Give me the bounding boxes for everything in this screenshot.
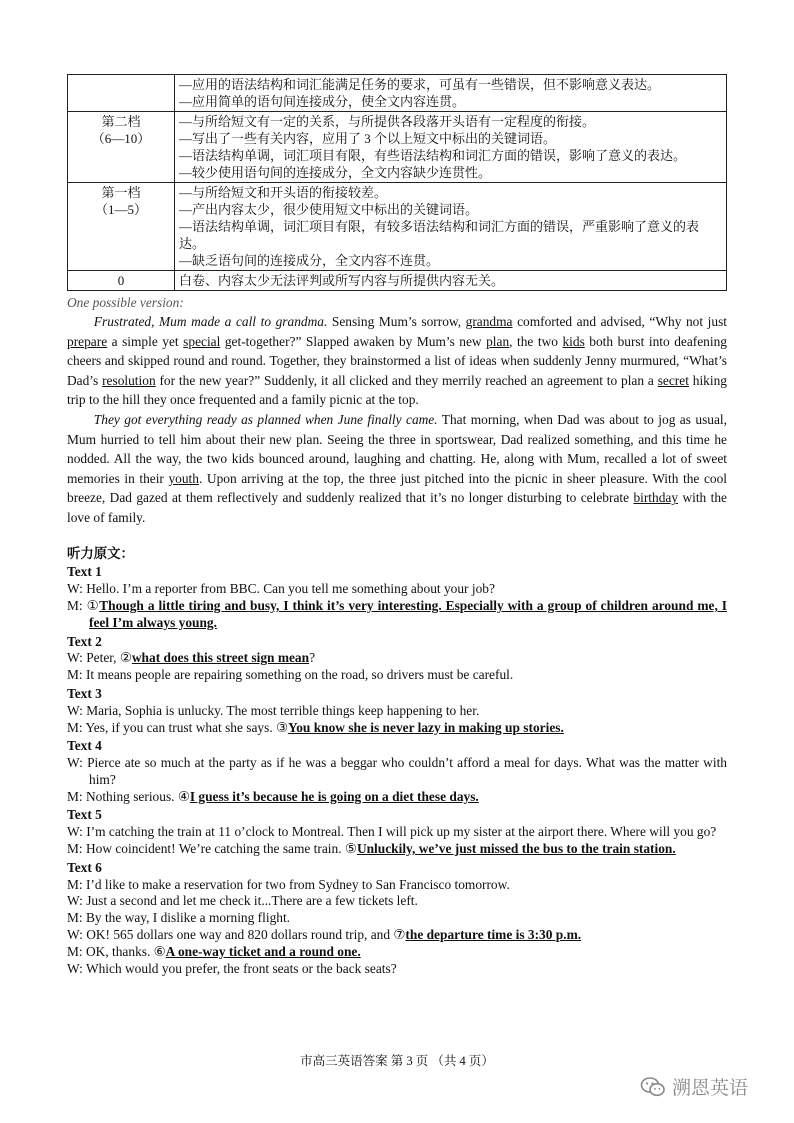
rubric-line: —与所给短文和开头语的衔接较差。 (179, 185, 388, 200)
answer-text: Unluckily, we’ve just missed the bus to the train station. (356, 841, 676, 857)
rubric-row-band-2 (68, 112, 727, 183)
essay-text: comforted and advised, “Why not just (512, 314, 727, 329)
key-word: secret (657, 372, 689, 388)
rubric-band-cell (68, 183, 175, 271)
rubric-row-band-0 (68, 271, 727, 291)
dialogue-line (67, 944, 727, 961)
text-3-label: Text 3 (67, 685, 102, 701)
rubric-line: —语法结构单调，词汇项目有限，有较多语法结构和词汇方面的错误，严重影响了意义的表达。 (179, 219, 700, 251)
dialogue-line (67, 650, 727, 667)
speaker: M: OK, thanks. ⑥ (67, 943, 166, 959)
answer-text: I guess it’s because he is going on a diet these days. (189, 788, 479, 804)
rubric-band-cell (68, 112, 175, 183)
dialogue-line: W: Pierce ate so much at the party as if he was a beggar who couldn’t afford a meal for days. What was the matter with him? (67, 755, 727, 787)
answer-text: Though a little tiring and busy, I think it’s very interesting. Especially with a group of children around me, I feel I’m always young. (89, 597, 727, 630)
rubric-line: —与所给短文有一定的关系，与所提供各段落开头语有一定程度的衔接。 (179, 114, 596, 129)
band-range: （6—10） (91, 131, 151, 146)
scoring-rubric-table (67, 74, 727, 291)
dialogue-line (67, 720, 727, 737)
given-opening: They got everything ready as planned when June finally came. (93, 411, 438, 427)
rubric-band-cell (68, 271, 175, 291)
essay-text: That morning, when Dad was about to jog as usual, Mum hurried to tell him about their new plan. Seeing the three in sportswear, Dad realized something, and this time he nodded. All the way, the two kids bounced around, laughing and chatting. He, along with Mum, recalled a lot of sweet memories in their (67, 411, 727, 486)
essay-paragraph-2 (67, 410, 727, 528)
dialogue-line: W: Hello. I’m a reporter from BBC. Can you tell me something about your job? (67, 581, 495, 597)
text-1-label: Text 1 (67, 564, 102, 580)
speaker: W: Peter, ② (67, 650, 132, 666)
speaker: W: OK! 565 dollars one way and 820 dollars round trip, and ⑦ (67, 927, 406, 943)
punctuation: ? (309, 650, 316, 666)
speaker: M: How coincident! We’re catching the same train. ⑤ (67, 841, 357, 857)
key-word: plan (486, 333, 510, 349)
rubric-line: —语法结构单调，词汇项目有限，有些语法结构和词汇方面的错误，影响了意义的表达。 (179, 148, 687, 163)
essay-text: . Upon arriving at the top, the three just pitched into the picnic in sheer pleasure. With the cool breeze, Dad gazed at them reflectively and suddenly realized that it’s no longer disturbing to celebrate (67, 470, 727, 506)
answer-text: You know she is never lazy in making up stories. (288, 719, 564, 735)
rubric-desc-cell (175, 112, 727, 183)
essay-text: both burst into deafening cheers and skipped round and round. Together, they brainstormed a list of ideas when suddenly Jenny murmured, “What’s Dad’s (67, 333, 727, 388)
essay-text: with the love of family. (67, 490, 727, 525)
rubric-band-cell (68, 75, 175, 112)
rubric-row-band-1 (68, 183, 727, 271)
listening-title: 听力原文： (67, 545, 134, 561)
essay-text: a simple yet (107, 333, 184, 349)
speaker: M: (67, 597, 87, 613)
speaker: M: Nothing serious. ④ (67, 788, 190, 804)
text-4-label: Text 4 (67, 738, 102, 754)
essay-text: get-together?” Slapped awaken by Mum’s new (220, 333, 487, 349)
rubric-row-upper-band (68, 75, 727, 112)
essay-text: hiking trip to the hill they once frequented and a family picnic at the top. (67, 372, 727, 408)
rubric-line: —应用简单的语句间连接成分，使全文内容连贯。 (179, 94, 466, 109)
rubric-line: —产出内容太少，很少使用短文中标出的关键词语。 (179, 202, 479, 217)
band-name: 0 (117, 273, 125, 288)
text-6-label: Text 6 (67, 859, 102, 875)
essay-text: for the new year?” Suddenly, it all clicked and they merrily reached an agreement to plan a (155, 372, 658, 388)
essay-text: , the two (509, 333, 563, 349)
band-name: 第一档 (101, 185, 141, 200)
dialogue-line: M: I’d like to make a reservation for two from Sydney to San Francisco tomorrow. (67, 876, 510, 892)
listening-transcript (67, 546, 727, 978)
answer-text: A one-way ticket and a round one. (165, 943, 361, 959)
dialogue-line (67, 789, 727, 806)
band-name: 第二档 (101, 114, 141, 129)
dialogue-line (67, 927, 727, 944)
given-opening: Frustrated, Mum made a call to grandma. (93, 314, 328, 329)
key-word: birthday (633, 490, 679, 506)
essay-paragraph-1 (67, 312, 727, 410)
sample-essay (67, 312, 727, 528)
rubric-desc-cell (175, 183, 727, 271)
key-word: resolution (102, 372, 156, 388)
dialogue-line: W: I’m catching the train at 11 o’clock to Montreal. Then I will pick up my sister at the airport there. Where will you go? (67, 824, 717, 840)
band-range: （1—5） (94, 202, 147, 217)
text-2-label: Text 2 (67, 633, 102, 649)
rubric-line: —应用的语法结构和词汇能满足任务的要求，可虽有一些错误，但不影响意义表达。 (179, 77, 661, 92)
essay-text: Sensing Mum’s sorrow, (327, 314, 466, 329)
speaker: M: Yes, if you can trust what she says. ③ (67, 719, 289, 735)
dialogue-line: W: Just a second and let me check it...There are a few tickets left. (67, 893, 418, 909)
page-footer: 市高三英语答案 第 3 页 （共 4 页） (300, 1054, 494, 1068)
essay-heading: One possible version: (67, 295, 184, 310)
dialogue-line: M: It means people are repairing something on the road, so drivers must be careful. (67, 667, 514, 683)
answer-text: what does this street sign mean (131, 650, 310, 666)
dialogue-line (67, 598, 727, 632)
key-word: prepare (67, 333, 108, 349)
rubric-desc-cell (175, 75, 727, 112)
answer-number: ① (86, 597, 100, 613)
rubric-desc-cell (175, 271, 727, 291)
key-word: youth (168, 470, 199, 486)
text-5-label: Text 5 (67, 807, 102, 823)
page-content (67, 74, 727, 977)
rubric-line: —写出了一些有关内容，应用了 3 个以上短文中标出的关键词语。 (179, 131, 557, 146)
rubric-line: 白卷、内容太少无法评判或所写内容与所提供内容无关。 (179, 273, 505, 288)
answer-text: the departure time is 3:30 p.m. (405, 927, 582, 943)
wechat-icon (640, 1076, 666, 1098)
watermark (640, 1073, 748, 1100)
key-word: special (183, 333, 221, 349)
key-word: grandma (465, 314, 513, 329)
key-word: kids (562, 333, 585, 349)
dialogue-line: W: Which would you prefer, the front seats or the back seats? (67, 960, 397, 976)
dialogue-line: W: Maria, Sophia is unlucky. The most terrible things keep happening to her. (67, 702, 480, 718)
rubric-line: —较少使用语句间的连接成分，全文内容缺少连贯性。 (179, 165, 492, 180)
dialogue-line: M: By the way, I dislike a morning flight. (67, 910, 291, 926)
rubric-line: —缺乏语句间的连接成分，全文内容不连贯。 (179, 253, 440, 268)
dialogue-line (67, 841, 727, 858)
watermark-text: 溯恩英语 (672, 1077, 749, 1099)
